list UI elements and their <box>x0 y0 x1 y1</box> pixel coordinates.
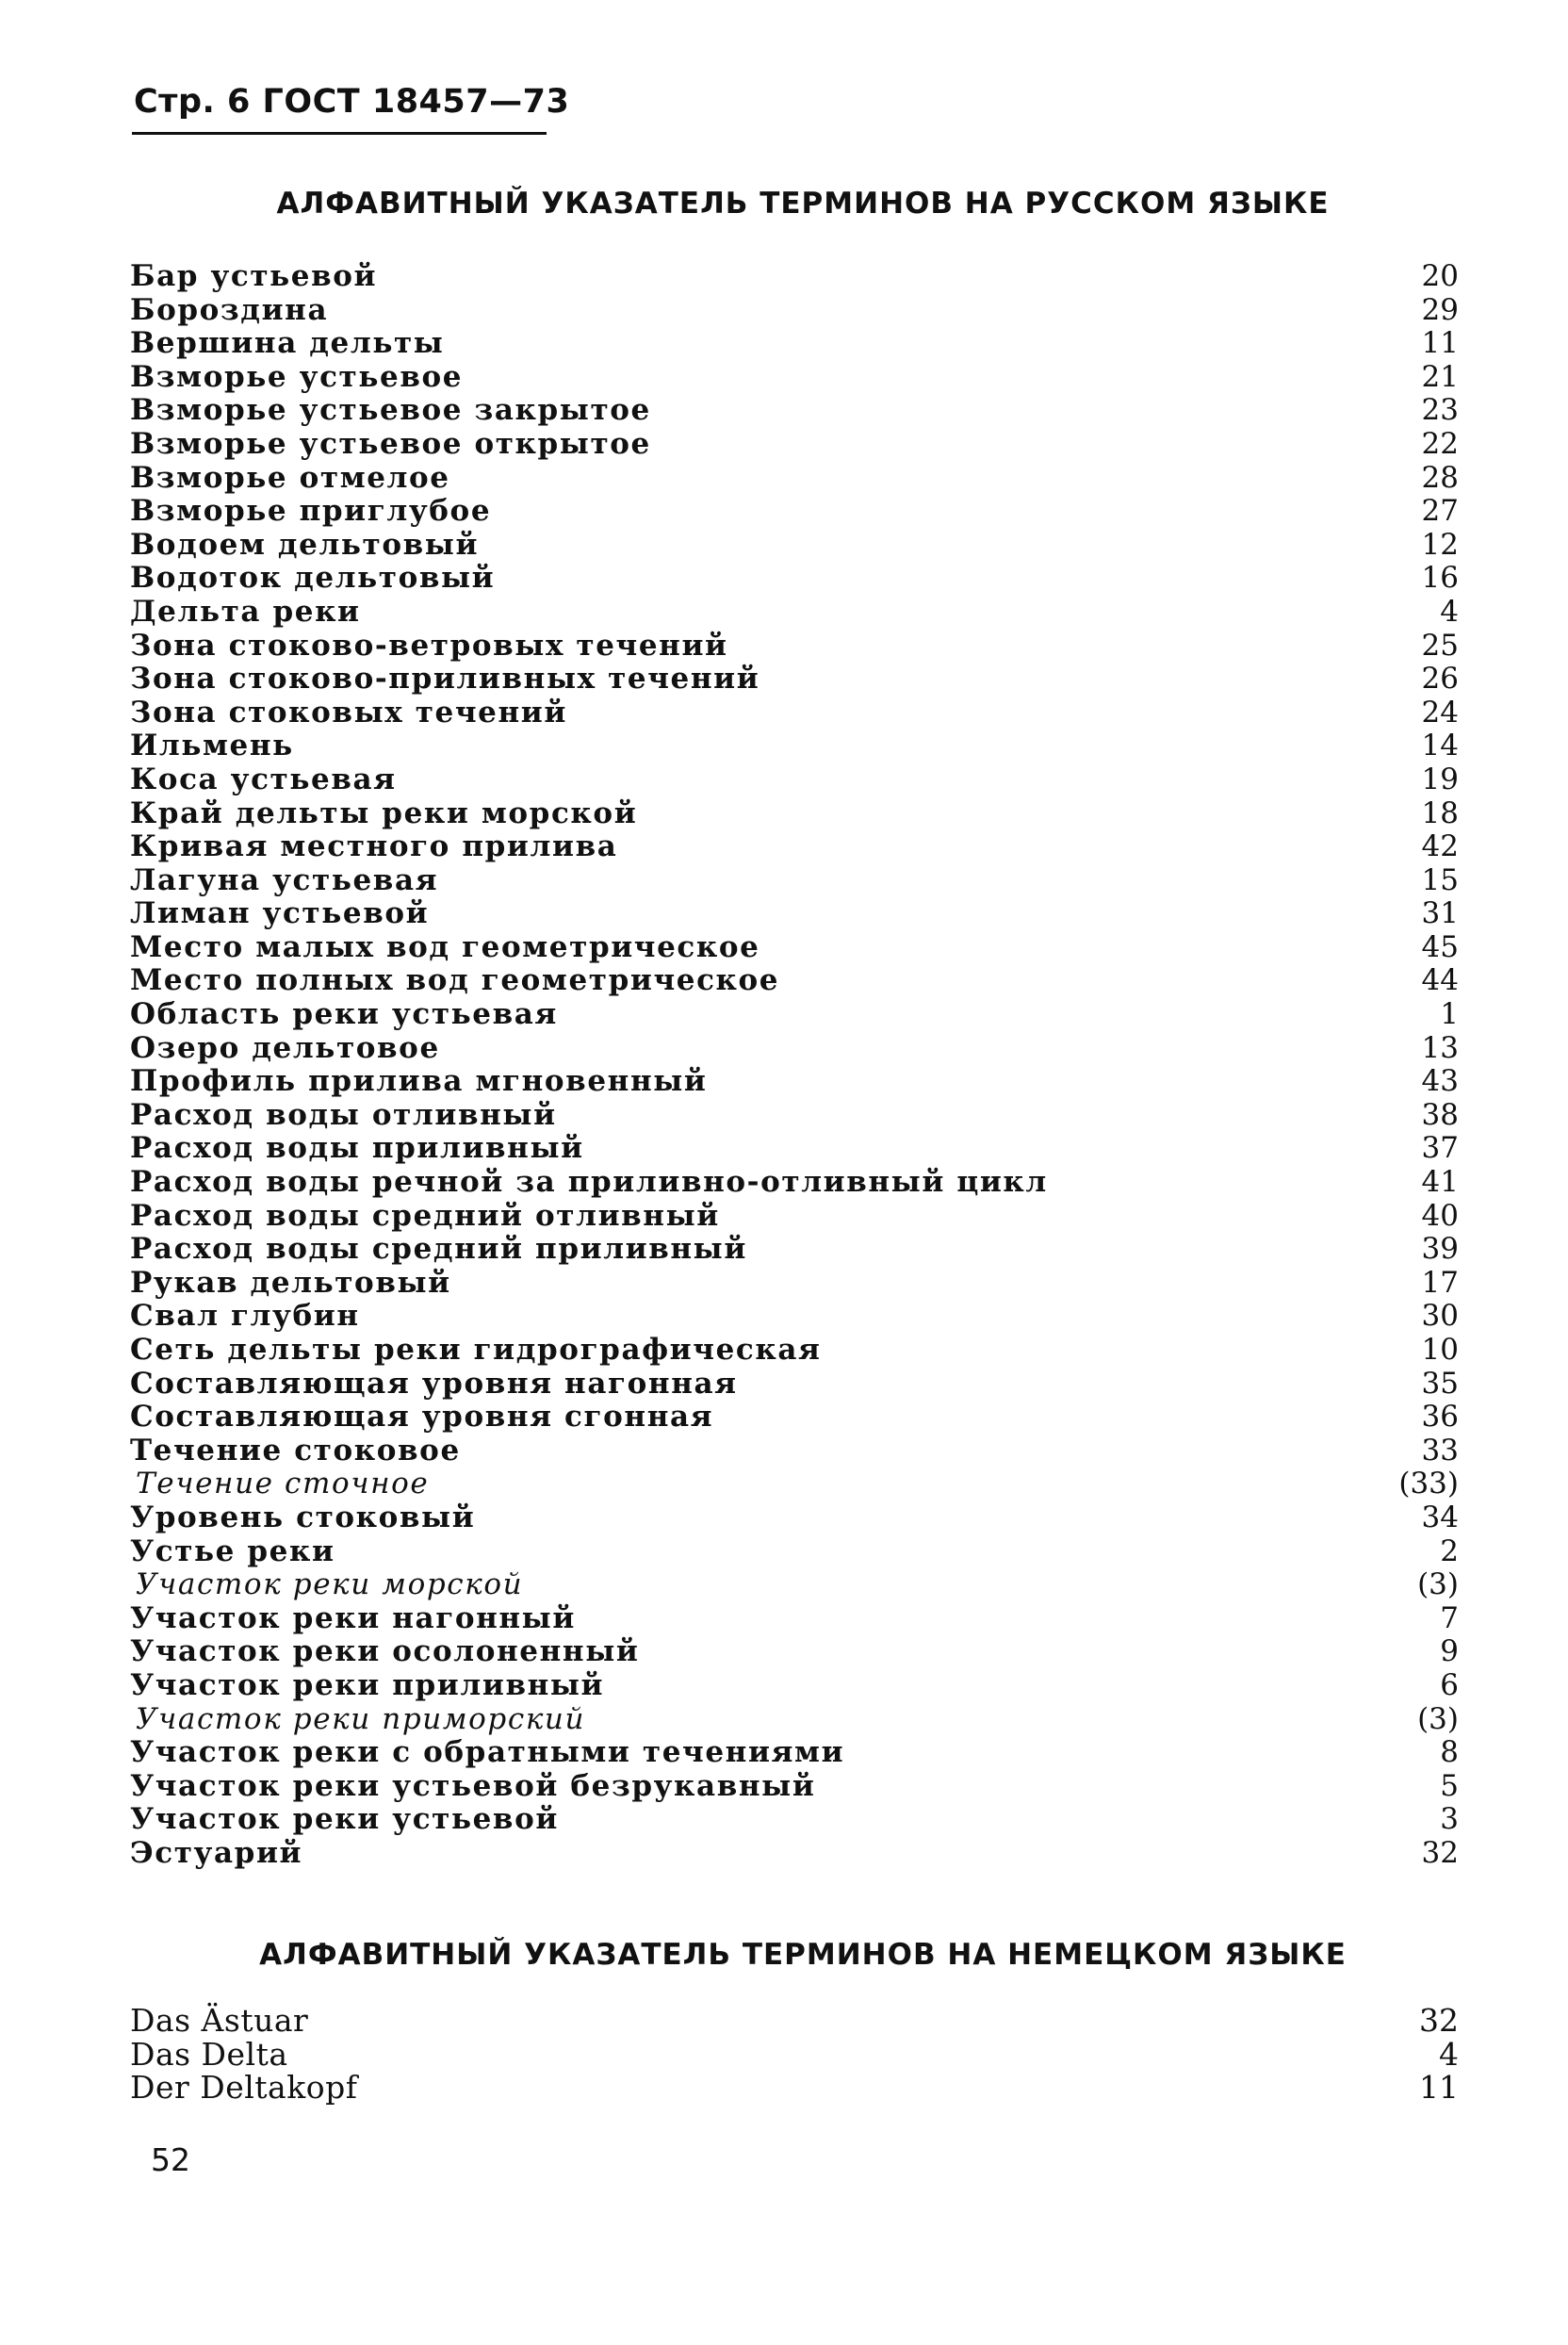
index-term: Расход воды средний приливный <box>130 1232 747 1267</box>
index-term: Расход воды отливный <box>130 1097 557 1132</box>
index-entry <box>130 2035 1459 2073</box>
index-term: Коса устьевая <box>130 762 397 796</box>
index-entry <box>130 1334 1459 1368</box>
index-term: Расход воды приливный <box>130 1131 584 1166</box>
index-term-number: 35 <box>1421 1366 1459 1401</box>
index-term: Течение сточное <box>136 1467 430 1501</box>
index-term-number: 19 <box>1421 762 1459 796</box>
index-term: Составляющая уровня нагонная <box>130 1366 738 1401</box>
index-term: Das Delta <box>130 2035 288 2073</box>
index-entry <box>130 998 1459 1032</box>
index-entry <box>130 1065 1459 1099</box>
index-term: Область реки устьевая <box>130 997 558 1032</box>
index-entry <box>130 1401 1459 1435</box>
index-entry <box>130 663 1459 697</box>
index-term: Эстуарий <box>130 1835 303 1870</box>
index-entry <box>130 1267 1459 1301</box>
index-entry <box>130 1568 1459 1602</box>
index-term: Участок реки устьевой безрукавный <box>130 1768 816 1803</box>
index-entry <box>130 1032 1459 1066</box>
index-term: Лагуна устьевая <box>130 862 439 897</box>
index-term-number: 9 <box>1440 1634 1459 1669</box>
index-term: Взморье приглубое <box>130 494 492 529</box>
index-term: Течение стоковое <box>130 1433 461 1468</box>
index-entry <box>130 1300 1459 1334</box>
index-term: Лиман устьевой <box>130 896 430 931</box>
index-term: Участок реки осолоненный <box>130 1634 640 1669</box>
index-term: Водоем дельтовый <box>130 527 480 562</box>
index-term-number: 11 <box>1421 326 1459 361</box>
index-term: Озеро дельтовое <box>130 1030 440 1065</box>
index-term-number: 33 <box>1421 1433 1459 1468</box>
index-term: Участок реки морской <box>136 1567 524 1602</box>
index-entry <box>130 1703 1459 1737</box>
index-entry <box>130 697 1459 730</box>
index-term-number: 12 <box>1421 527 1459 562</box>
index-term-number: 44 <box>1421 963 1459 998</box>
index-term-number: 6 <box>1440 1667 1459 1702</box>
index-term: Бар устьевой <box>130 259 378 293</box>
index-entry <box>130 361 1459 395</box>
index-term-number: 11 <box>1419 2069 1459 2107</box>
index-term: Край дельты реки морской <box>130 795 638 830</box>
index-term: Взморье устьевое <box>130 359 464 394</box>
index-term-number: 34 <box>1421 1500 1459 1534</box>
index-term-number: 15 <box>1421 862 1459 897</box>
index-term-number: 43 <box>1421 1064 1459 1099</box>
index-term-number: 4 <box>1440 594 1459 629</box>
index-term-number: 18 <box>1421 795 1459 830</box>
header-rule <box>132 132 547 135</box>
section-title-german: АЛФАВИТНЫЙ УКАЗАТЕЛЬ ТЕРМИНОВ НА НЕМЕЦКОМ ЯЗЫКЕ <box>259 1938 1347 1972</box>
index-term-number: 10 <box>1421 1333 1459 1367</box>
index-entry <box>130 1535 1459 1569</box>
index-term: Свал глубин <box>130 1299 360 1334</box>
index-term: Расход воды средний отливный <box>130 1198 720 1233</box>
index-term-number: 41 <box>1421 1165 1459 1200</box>
index-entry <box>130 1770 1459 1804</box>
index-term-number: 25 <box>1421 628 1459 663</box>
index-term-number: 45 <box>1421 929 1459 964</box>
index-term-number: 1 <box>1440 997 1459 1032</box>
index-term-number: (3) <box>1417 1567 1459 1602</box>
index-term: Ильмень <box>130 729 294 763</box>
index-term: Участок реки устьевой <box>130 1802 559 1837</box>
index-term: Участок реки приморский <box>136 1701 586 1736</box>
index-term-number: 27 <box>1421 494 1459 529</box>
index-entry <box>130 1233 1459 1267</box>
index-entry <box>130 797 1459 831</box>
index-term-number: 24 <box>1421 695 1459 730</box>
index-entry <box>130 630 1459 664</box>
index-entry <box>130 2004 1459 2038</box>
index-term: Расход воды речной за приливно-отливный цикл <box>130 1165 1048 1200</box>
index-entry <box>130 730 1459 763</box>
index-term: Бороздина <box>130 292 329 327</box>
index-term: Зона стоково-приливных течений <box>130 662 760 697</box>
index-term: Зона стоково-ветровых течений <box>130 628 728 663</box>
index-term: Участок реки приливный <box>130 1667 605 1702</box>
index-term-number: 13 <box>1421 1030 1459 1065</box>
russian-term-index <box>130 260 1459 1871</box>
index-term: Дельта реки <box>130 594 361 629</box>
index-term: Зона стоковых течений <box>130 695 567 730</box>
index-term-number: 22 <box>1421 426 1459 461</box>
index-term-number: 14 <box>1421 729 1459 763</box>
index-term-number: 2 <box>1440 1533 1459 1568</box>
index-term-number: 8 <box>1440 1735 1459 1770</box>
index-term: Вершина дельты <box>130 326 445 361</box>
page-number: 52 <box>151 2141 190 2178</box>
index-entry <box>130 964 1459 998</box>
index-entry <box>130 1200 1459 1234</box>
index-entry <box>130 1635 1459 1669</box>
index-term-number: 23 <box>1421 393 1459 428</box>
index-term-number: 32 <box>1421 1835 1459 1870</box>
index-term: Участок реки с обратными течениями <box>130 1735 845 1770</box>
index-entry <box>130 462 1459 496</box>
index-term: Взморье отмелое <box>130 460 450 495</box>
index-term: Взморье устьевое открытое <box>130 426 651 461</box>
index-term-number: 31 <box>1421 896 1459 931</box>
index-entry <box>130 327 1459 361</box>
index-term-number: 21 <box>1421 359 1459 394</box>
index-term: Место малых вод геометрическое <box>130 929 760 964</box>
index-entry <box>130 1468 1459 1501</box>
index-entry <box>130 1669 1459 1703</box>
index-entry <box>130 495 1459 529</box>
index-entry <box>130 1099 1459 1133</box>
index-term: Устье реки <box>130 1533 335 1568</box>
index-term: Место полных вод геометрическое <box>130 963 780 998</box>
index-term: Уровень стоковый <box>130 1500 476 1534</box>
index-term-number: 29 <box>1421 292 1459 327</box>
index-term-number: 32 <box>1419 2002 1459 2039</box>
index-entry <box>130 1132 1459 1166</box>
index-term: Кривая местного прилива <box>130 829 618 864</box>
german-term-index <box>130 2004 1459 2105</box>
index-entry <box>130 1166 1459 1200</box>
index-term-number: (33) <box>1398 1467 1459 1501</box>
index-term: Рукав дельтовый <box>130 1265 451 1300</box>
index-term: Водоток дельтовый <box>130 561 496 596</box>
index-term-number: 38 <box>1421 1097 1459 1132</box>
index-term-number: 7 <box>1440 1600 1459 1635</box>
section-title-russian: АЛФАВИТНЫЙ УКАЗАТЕЛЬ ТЕРМИНОВ НА РУССКОМ ЯЗЫКЕ <box>276 187 1330 221</box>
index-term: Участок реки нагонный <box>130 1600 576 1635</box>
index-entry <box>130 1501 1459 1535</box>
index-entry <box>130 428 1459 462</box>
index-entry <box>130 1837 1459 1871</box>
index-term-number: 30 <box>1421 1299 1459 1334</box>
index-term-number: 37 <box>1421 1131 1459 1166</box>
index-entry <box>130 294 1459 328</box>
index-entry <box>130 897 1459 931</box>
index-entry <box>130 1435 1459 1468</box>
index-entry <box>130 931 1459 965</box>
index-term-number: 16 <box>1421 561 1459 596</box>
index-term-number: 36 <box>1421 1400 1459 1435</box>
index-entry <box>130 529 1459 563</box>
index-term: Составляющая уровня сгонная <box>130 1400 714 1435</box>
index-term-number: 20 <box>1421 259 1459 293</box>
index-entry <box>130 394 1459 428</box>
index-term: Профиль прилива мгновенный <box>130 1064 708 1099</box>
index-term-number: 4 <box>1439 2035 1459 2073</box>
index-entry <box>130 596 1459 630</box>
index-term-number: 5 <box>1440 1768 1459 1803</box>
index-term: Сеть дельты реки гидрографическая <box>130 1333 822 1367</box>
index-term: Взморье устьевое закрытое <box>130 393 651 428</box>
index-entry <box>130 562 1459 596</box>
index-term: Der Deltakopf <box>130 2069 358 2107</box>
index-entry <box>130 763 1459 797</box>
index-entry <box>130 2071 1459 2105</box>
index-entry <box>130 1602 1459 1636</box>
index-term-number: 3 <box>1440 1802 1459 1837</box>
index-entry <box>130 1803 1459 1837</box>
index-entry <box>130 260 1459 294</box>
index-entry <box>130 830 1459 864</box>
index-term-number: 40 <box>1421 1198 1459 1233</box>
index-entry <box>130 1368 1459 1402</box>
index-term-number: 42 <box>1421 829 1459 864</box>
index-term-number: 26 <box>1421 662 1459 697</box>
index-term-number: 28 <box>1421 460 1459 495</box>
index-entry <box>130 1736 1459 1770</box>
index-term: Das Ästuar <box>130 2002 309 2039</box>
index-term-number: 17 <box>1421 1265 1459 1300</box>
index-term-number: (3) <box>1417 1701 1459 1736</box>
index-entry <box>130 864 1459 898</box>
index-term-number: 39 <box>1421 1232 1459 1267</box>
page-header: Стр. 6 ГОСТ 18457—73 <box>134 83 570 121</box>
